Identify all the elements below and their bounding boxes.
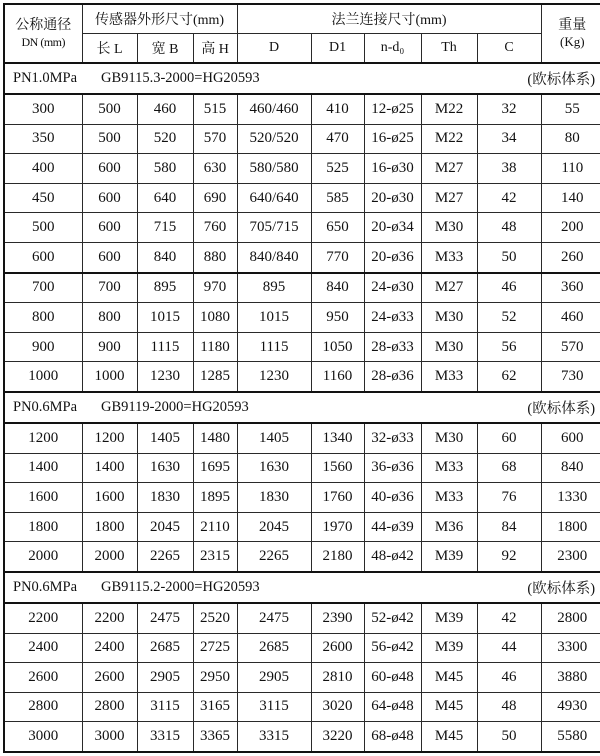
cell-thickness-C: 62 xyxy=(477,362,541,392)
section-cell xyxy=(4,392,600,423)
cell-flange-D: 840/840 xyxy=(237,242,311,272)
cell-weight-kg: 730 xyxy=(541,362,600,392)
cell-weight-kg: 360 xyxy=(541,273,600,303)
cell-bolt-holes-n-d0: 44-ø39 xyxy=(364,512,421,542)
cell-height-H: 3165 xyxy=(193,692,237,722)
cell-width-B: 1230 xyxy=(137,362,193,392)
spec-row-dn-600 xyxy=(4,242,600,272)
header-nominal-diameter xyxy=(4,4,82,63)
cell-height-H: 1285 xyxy=(193,362,237,392)
section-row-1 xyxy=(4,392,600,423)
header-length-L: 长 L xyxy=(82,34,137,64)
cell-thickness-C: 52 xyxy=(477,303,541,333)
cell-thread-Th: M33 xyxy=(421,242,477,272)
cell-flange-D: 1830 xyxy=(237,483,311,513)
cell-flange-D: 2905 xyxy=(237,663,311,693)
header-group-row xyxy=(4,4,600,34)
cell-bolt-holes-n-d0: 24-ø33 xyxy=(364,303,421,333)
cell-flange-D1: 950 xyxy=(311,303,364,333)
cell-weight-kg: 80 xyxy=(541,124,600,154)
cell-length-L: 900 xyxy=(82,332,137,362)
cell-flange-D: 520/520 xyxy=(237,124,311,154)
cell-width-B: 1015 xyxy=(137,303,193,333)
cell-thickness-C: 44 xyxy=(477,633,541,663)
cell-thickness-C: 38 xyxy=(477,154,541,184)
cell-thread-Th: M27 xyxy=(421,154,477,184)
cell-weight-kg: 3880 xyxy=(541,663,600,693)
header-nominal-diameter-unit: DN (mm) xyxy=(21,34,65,49)
cell-flange-D1: 2810 xyxy=(311,663,364,693)
cell-bolt-holes-n-d0: 12-ø25 xyxy=(364,94,421,124)
standard-code-label: GB9119-2000=HG20593 xyxy=(101,398,249,415)
cell-thickness-C: 34 xyxy=(477,124,541,154)
standard-code-label: GB9115.3-2000=HG20593 xyxy=(101,70,260,86)
cell-flange-D1: 1970 xyxy=(311,512,364,542)
cell-thread-Th: M22 xyxy=(421,94,477,124)
header-bolt-holes-nd0: n-d₀ xyxy=(364,34,421,64)
cell-thickness-C: 68 xyxy=(477,453,541,483)
cell-bolt-holes-n-d0: 60-ø48 xyxy=(364,663,421,693)
cell-width-B: 2905 xyxy=(137,663,193,693)
cell-length-L: 500 xyxy=(82,94,137,124)
standard-system-note: (欧标体系) xyxy=(527,400,596,417)
cell-weight-kg: 1800 xyxy=(541,512,600,542)
cell-length-L: 700 xyxy=(82,273,137,303)
cell-width-B: 715 xyxy=(137,213,193,243)
cell-length-L: 600 xyxy=(82,213,137,243)
cell-nominal-diameter: 1200 xyxy=(4,423,82,453)
cell-flange-D: 705/715 xyxy=(237,213,311,243)
cell-thread-Th: M33 xyxy=(421,362,477,392)
cell-height-H: 1180 xyxy=(193,332,237,362)
cell-weight-kg: 600 xyxy=(541,423,600,453)
cell-flange-D: 2685 xyxy=(237,633,311,663)
cell-bolt-holes-n-d0: 40-ø36 xyxy=(364,483,421,513)
header-sensor-dimensions-group: 传感器外形尺寸(mm) xyxy=(82,4,237,34)
section-cell xyxy=(4,572,600,603)
cell-nominal-diameter: 800 xyxy=(4,303,82,333)
spec-row-dn-1400 xyxy=(4,453,600,483)
cell-weight-kg: 1330 xyxy=(541,483,600,513)
cell-flange-D1: 3020 xyxy=(311,692,364,722)
spec-row-dn-450 xyxy=(4,183,600,213)
cell-flange-D1: 1340 xyxy=(311,423,364,453)
cell-thickness-C: 46 xyxy=(477,273,541,303)
cell-height-H: 1480 xyxy=(193,423,237,453)
cell-weight-kg: 140 xyxy=(541,183,600,213)
cell-width-B: 840 xyxy=(137,242,193,272)
cell-height-H: 880 xyxy=(193,242,237,272)
cell-height-H: 760 xyxy=(193,213,237,243)
cell-bolt-holes-n-d0: 16-ø25 xyxy=(364,124,421,154)
cell-thread-Th: M30 xyxy=(421,303,477,333)
cell-thickness-C: 42 xyxy=(477,183,541,213)
cell-height-H: 690 xyxy=(193,183,237,213)
cell-flange-D1: 650 xyxy=(311,213,364,243)
spec-row-dn-1200 xyxy=(4,423,600,453)
cell-thread-Th: M45 xyxy=(421,722,477,752)
cell-bolt-holes-n-d0: 28-ø33 xyxy=(364,332,421,362)
cell-thread-Th: M36 xyxy=(421,512,477,542)
spec-row-dn-400 xyxy=(4,154,600,184)
spec-row-dn-350 xyxy=(4,124,600,154)
cell-flange-D1: 1560 xyxy=(311,453,364,483)
cell-height-H: 1695 xyxy=(193,453,237,483)
section-content xyxy=(5,68,600,89)
header-height-H: 高 H xyxy=(193,34,237,64)
spec-row-dn-2800 xyxy=(4,692,600,722)
cell-bolt-holes-n-d0: 28-ø36 xyxy=(364,362,421,392)
cell-thickness-C: 76 xyxy=(477,483,541,513)
spec-row-dn-3000 xyxy=(4,722,600,752)
cell-nominal-diameter: 1800 xyxy=(4,512,82,542)
cell-thread-Th: M27 xyxy=(421,273,477,303)
header-flange-D: D xyxy=(237,34,311,64)
cell-length-L: 600 xyxy=(82,154,137,184)
cell-width-B: 2685 xyxy=(137,633,193,663)
cell-flange-D: 2265 xyxy=(237,542,311,572)
cell-thread-Th: M22 xyxy=(421,124,477,154)
spec-row-dn-1600 xyxy=(4,483,600,513)
standard-code-label: GB9115.2-2000=HG20593 xyxy=(101,578,260,595)
cell-weight-kg: 840 xyxy=(541,453,600,483)
cell-flange-D: 3315 xyxy=(237,722,311,752)
cell-flange-D: 460/460 xyxy=(237,94,311,124)
cell-length-L: 1600 xyxy=(82,483,137,513)
cell-nominal-diameter: 300 xyxy=(4,94,82,124)
cell-nominal-diameter: 500 xyxy=(4,213,82,243)
cell-width-B: 3115 xyxy=(137,692,193,722)
cell-nominal-diameter: 1600 xyxy=(4,483,82,513)
cell-width-B: 580 xyxy=(137,154,193,184)
cell-thickness-C: 48 xyxy=(477,692,541,722)
header-flange-dimensions-group: 法兰连接尺寸(mm) xyxy=(237,4,541,34)
cell-weight-kg: 460 xyxy=(541,303,600,333)
cell-flange-D1: 2600 xyxy=(311,633,364,663)
flange-dimension-table xyxy=(3,3,600,753)
cell-width-B: 1115 xyxy=(137,332,193,362)
cell-thread-Th: M30 xyxy=(421,213,477,243)
cell-length-L: 800 xyxy=(82,303,137,333)
spec-row-dn-2600 xyxy=(4,663,600,693)
cell-flange-D1: 2180 xyxy=(311,542,364,572)
cell-bolt-holes-n-d0: 56-ø42 xyxy=(364,633,421,663)
cell-height-H: 2110 xyxy=(193,512,237,542)
spec-row-dn-800 xyxy=(4,303,600,333)
table-body xyxy=(4,63,600,752)
header-weight-cn: 重量 xyxy=(558,17,587,33)
cell-bolt-holes-n-d0: 48-ø42 xyxy=(364,542,421,572)
header-thread-Th: Th xyxy=(421,34,477,64)
cell-height-H: 2725 xyxy=(193,633,237,663)
cell-thread-Th: M30 xyxy=(421,332,477,362)
cell-width-B: 2475 xyxy=(137,603,193,633)
standard-system-note: (欧标体系) xyxy=(527,580,596,597)
cell-weight-kg: 260 xyxy=(541,242,600,272)
cell-width-B: 2265 xyxy=(137,542,193,572)
cell-thickness-C: 60 xyxy=(477,423,541,453)
cell-weight-kg: 2800 xyxy=(541,603,600,633)
cell-bolt-holes-n-d0: 52-ø42 xyxy=(364,603,421,633)
cell-nominal-diameter: 400 xyxy=(4,154,82,184)
cell-length-L: 2400 xyxy=(82,633,137,663)
cell-flange-D: 1115 xyxy=(237,332,311,362)
section-row-0 xyxy=(4,63,600,94)
cell-thread-Th: M39 xyxy=(421,603,477,633)
cell-nominal-diameter: 350 xyxy=(4,124,82,154)
cell-weight-kg: 570 xyxy=(541,332,600,362)
cell-width-B: 1630 xyxy=(137,453,193,483)
cell-thickness-C: 46 xyxy=(477,663,541,693)
cell-nominal-diameter: 1000 xyxy=(4,362,82,392)
spec-row-dn-2400 xyxy=(4,633,600,663)
cell-nominal-diameter: 450 xyxy=(4,183,82,213)
cell-bolt-holes-n-d0: 68-ø48 xyxy=(364,722,421,752)
header-subcolumn-row xyxy=(4,34,600,64)
cell-thickness-C: 32 xyxy=(477,94,541,124)
spec-row-dn-2000 xyxy=(4,542,600,572)
cell-height-H: 570 xyxy=(193,124,237,154)
header-flange-D1: D1 xyxy=(311,34,364,64)
cell-thread-Th: M39 xyxy=(421,542,477,572)
cell-flange-D: 3115 xyxy=(237,692,311,722)
spec-row-dn-300 xyxy=(4,94,600,124)
cell-length-L: 1000 xyxy=(82,362,137,392)
section-content xyxy=(5,577,600,598)
cell-nominal-diameter: 600 xyxy=(4,242,82,272)
cell-length-L: 2200 xyxy=(82,603,137,633)
cell-nominal-diameter: 900 xyxy=(4,332,82,362)
cell-flange-D1: 2390 xyxy=(311,603,364,633)
section-row-2 xyxy=(4,572,600,603)
cell-bolt-holes-n-d0: 16-ø30 xyxy=(364,154,421,184)
cell-flange-D1: 585 xyxy=(311,183,364,213)
table-header xyxy=(4,4,600,63)
cell-flange-D1: 840 xyxy=(311,273,364,303)
cell-flange-D: 640/640 xyxy=(237,183,311,213)
cell-flange-D1: 410 xyxy=(311,94,364,124)
cell-thickness-C: 42 xyxy=(477,603,541,633)
cell-weight-kg: 110 xyxy=(541,154,600,184)
cell-flange-D1: 1760 xyxy=(311,483,364,513)
header-thickness-C: C xyxy=(477,34,541,64)
cell-flange-D: 1405 xyxy=(237,423,311,453)
pressure-rating-label: PN0.6MPa xyxy=(13,398,78,415)
cell-height-H: 2950 xyxy=(193,663,237,693)
cell-weight-kg: 200 xyxy=(541,213,600,243)
spec-row-dn-2200 xyxy=(4,603,600,633)
cell-bolt-holes-n-d0: 36-ø36 xyxy=(364,453,421,483)
cell-height-H: 1080 xyxy=(193,303,237,333)
cell-thickness-C: 50 xyxy=(477,242,541,272)
cell-bolt-holes-n-d0: 20-ø34 xyxy=(364,213,421,243)
cell-length-L: 2000 xyxy=(82,542,137,572)
cell-width-B: 460 xyxy=(137,94,193,124)
cell-flange-D1: 3220 xyxy=(311,722,364,752)
cell-width-B: 640 xyxy=(137,183,193,213)
cell-nominal-diameter: 2400 xyxy=(4,633,82,663)
cell-height-H: 1895 xyxy=(193,483,237,513)
cell-flange-D: 1630 xyxy=(237,453,311,483)
cell-length-L: 600 xyxy=(82,183,137,213)
cell-thread-Th: M27 xyxy=(421,183,477,213)
cell-weight-kg: 3300 xyxy=(541,633,600,663)
cell-height-H: 970 xyxy=(193,273,237,303)
cell-length-L: 1200 xyxy=(82,423,137,453)
pressure-rating-label: PN0.6MPa xyxy=(13,578,78,595)
cell-height-H: 630 xyxy=(193,154,237,184)
cell-nominal-diameter: 700 xyxy=(4,273,82,303)
cell-length-L: 600 xyxy=(82,242,137,272)
cell-nominal-diameter: 2600 xyxy=(4,663,82,693)
cell-length-L: 1800 xyxy=(82,512,137,542)
spec-row-dn-500 xyxy=(4,213,600,243)
cell-thickness-C: 92 xyxy=(477,542,541,572)
cell-thickness-C: 50 xyxy=(477,722,541,752)
cell-flange-D: 1015 xyxy=(237,303,311,333)
spec-row-dn-1000 xyxy=(4,362,600,392)
cell-flange-D: 2045 xyxy=(237,512,311,542)
cell-length-L: 3000 xyxy=(82,722,137,752)
cell-nominal-diameter: 2800 xyxy=(4,692,82,722)
cell-nominal-diameter: 1400 xyxy=(4,453,82,483)
header-nominal-diameter-cn: 公称通径 xyxy=(15,18,72,34)
cell-length-L: 500 xyxy=(82,124,137,154)
cell-flange-D: 895 xyxy=(237,273,311,303)
cell-flange-D: 2475 xyxy=(237,603,311,633)
cell-flange-D1: 770 xyxy=(311,242,364,272)
cell-thread-Th: M33 xyxy=(421,453,477,483)
cell-flange-D1: 525 xyxy=(311,154,364,184)
cell-bolt-holes-n-d0: 24-ø30 xyxy=(364,273,421,303)
cell-bolt-holes-n-d0: 20-ø36 xyxy=(364,242,421,272)
header-weight xyxy=(541,4,600,63)
cell-nominal-diameter: 2000 xyxy=(4,542,82,572)
cell-weight-kg: 5580 xyxy=(541,722,600,752)
standard-system-note: (欧标体系) xyxy=(527,72,596,88)
cell-nominal-diameter: 2200 xyxy=(4,603,82,633)
cell-thread-Th: M33 xyxy=(421,483,477,513)
pressure-rating-label: PN1.0MPa xyxy=(13,70,78,86)
cell-width-B: 2045 xyxy=(137,512,193,542)
cell-weight-kg: 55 xyxy=(541,94,600,124)
cell-length-L: 2600 xyxy=(82,663,137,693)
cell-length-L: 1400 xyxy=(82,453,137,483)
cell-thread-Th: M30 xyxy=(421,423,477,453)
spec-row-dn-1800 xyxy=(4,512,600,542)
cell-flange-D: 1230 xyxy=(237,362,311,392)
cell-width-B: 1405 xyxy=(137,423,193,453)
cell-flange-D1: 1160 xyxy=(311,362,364,392)
cell-width-B: 895 xyxy=(137,273,193,303)
cell-thread-Th: M39 xyxy=(421,633,477,663)
cell-bolt-holes-n-d0: 20-ø30 xyxy=(364,183,421,213)
header-weight-unit: (Kg) xyxy=(560,34,585,50)
header-width-B: 宽 B xyxy=(137,34,193,64)
spec-row-dn-900 xyxy=(4,332,600,362)
cell-weight-kg: 4930 xyxy=(541,692,600,722)
spec-row-dn-700 xyxy=(4,273,600,303)
cell-thread-Th: M45 xyxy=(421,692,477,722)
cell-weight-kg: 2300 xyxy=(541,542,600,572)
cell-height-H: 2520 xyxy=(193,603,237,633)
section-content xyxy=(5,397,600,418)
cell-thickness-C: 56 xyxy=(477,332,541,362)
cell-flange-D: 580/580 xyxy=(237,154,311,184)
cell-height-H: 515 xyxy=(193,94,237,124)
cell-flange-D1: 1050 xyxy=(311,332,364,362)
cell-width-B: 520 xyxy=(137,124,193,154)
cell-width-B: 1830 xyxy=(137,483,193,513)
section-cell xyxy=(4,63,600,94)
cell-flange-D1: 470 xyxy=(311,124,364,154)
cell-bolt-holes-n-d0: 32-ø33 xyxy=(364,423,421,453)
cell-thread-Th: M45 xyxy=(421,663,477,693)
cell-height-H: 2315 xyxy=(193,542,237,572)
cell-bolt-holes-n-d0: 64-ø48 xyxy=(364,692,421,722)
cell-nominal-diameter: 3000 xyxy=(4,722,82,752)
cell-thickness-C: 48 xyxy=(477,213,541,243)
cell-thickness-C: 84 xyxy=(477,512,541,542)
cell-width-B: 3315 xyxy=(137,722,193,752)
cell-length-L: 2800 xyxy=(82,692,137,722)
cell-height-H: 3365 xyxy=(193,722,237,752)
